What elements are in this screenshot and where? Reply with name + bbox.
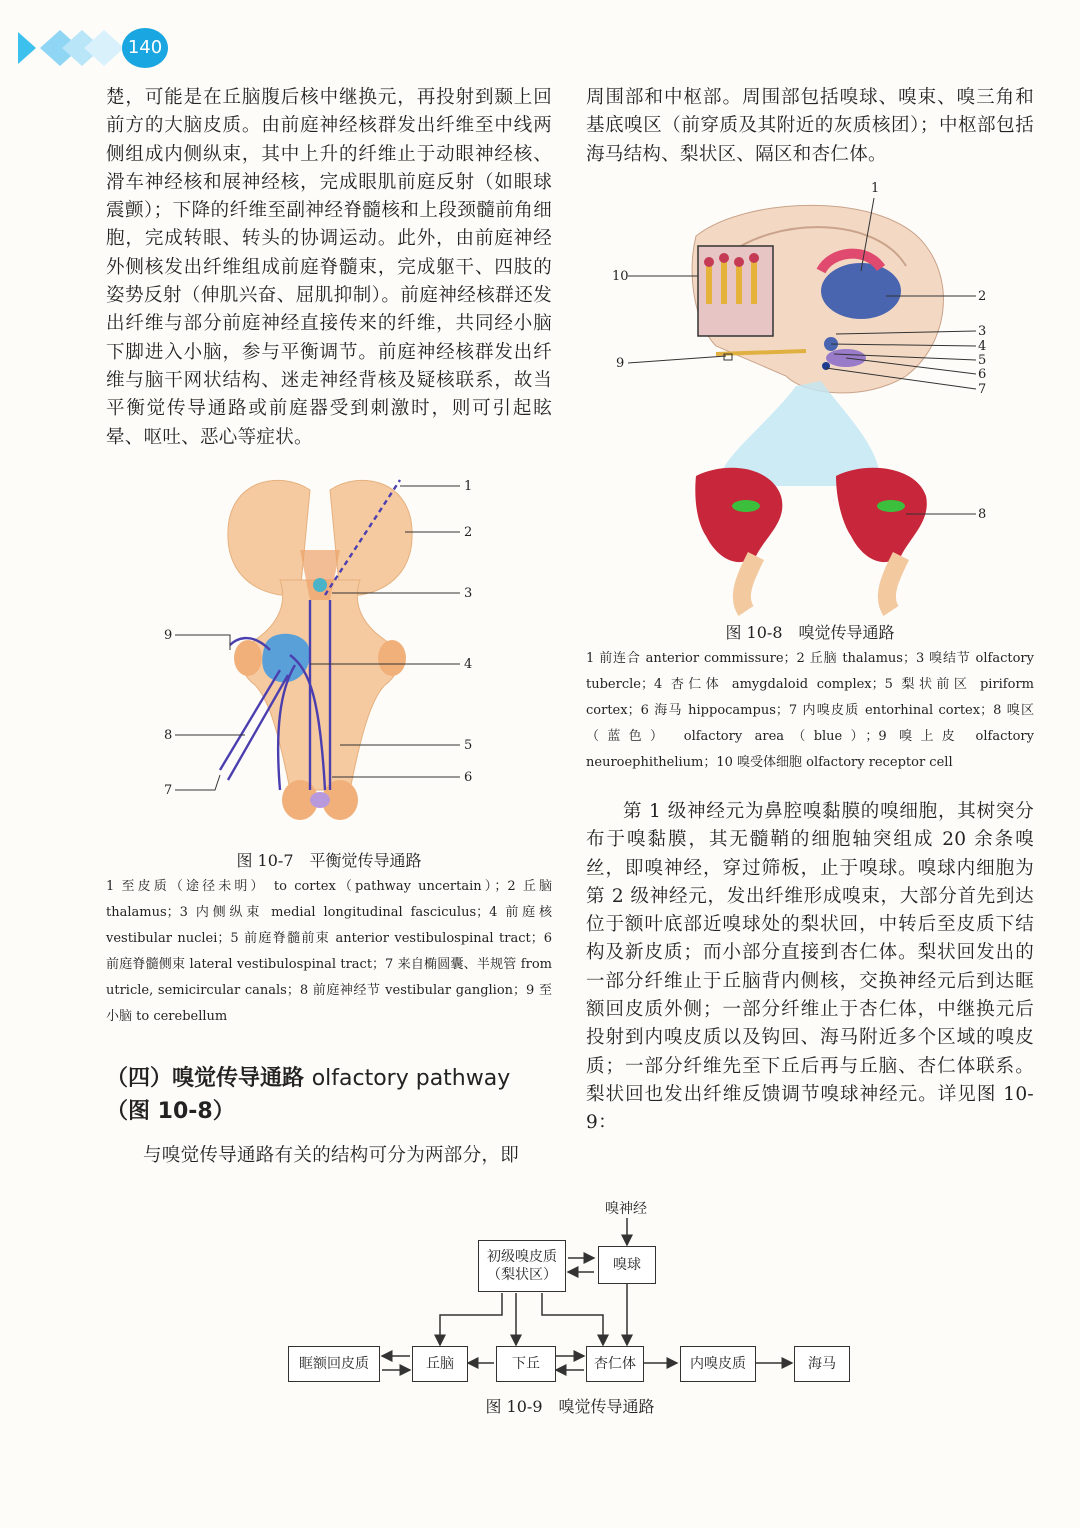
section-intro-text: 与嗅觉传导通路有关的结构可分为两部分，即 — [143, 1145, 520, 1166]
right-paragraph-2: 第 1 级神经元为鼻腔嗅黏膜的嗅细胞，其树突分布于嗅黏膜，其无髓鞘的细胞轴突组成 20 余条嗅丝，即嗅神经，穿过筛板，止于嗅球。嗅球内细胞为第 2 级神经元，发出纤维形成嗅束，大部分首先到达位于额叶底部近嗅球处的梨状回，中转后至皮质下结构及新皮质；而小部分直接到杏仁体。梨状回发出的一部分纤维止于丘脑背内侧核，交换神经元后到达眶额回皮质外侧；一部分纤维止于杏仁体，中继换元后投射到内嗅皮质以及钩回、海马附近多个区域的嗅皮质；一部分纤维先至下丘后再与丘脑、杏仁体联系。梨状回也发出纤维反馈调节嗅球神经元。详见图 10-9： — [586, 801, 1034, 1134]
section-heading — [106, 1062, 556, 1128]
fig7-label-4: 4 — [464, 657, 473, 672]
fig7-label-9: 9 — [164, 628, 173, 643]
figure-10-7-caption: 图 10-7 平衡觉传导通路 — [236, 851, 422, 870]
fig7-label-5: 5 — [464, 738, 473, 753]
right-column-body — [586, 84, 1034, 169]
fig8-label-6: 6 — [978, 367, 987, 382]
figure-10-9-caption: 图 10-9 嗅觉传导通路 — [485, 1397, 655, 1416]
fc-olfactory-bulb: 嗅球 — [598, 1246, 656, 1284]
fc-orbitofrontal-cortex: 眶额回皮质 — [288, 1346, 380, 1382]
fig7-label-6: 6 — [464, 770, 473, 785]
fc-thalamus: 丘脑 — [412, 1346, 468, 1382]
fig8-label-9: 9 — [616, 356, 625, 371]
figure-10-8-olfactory — [606, 176, 1006, 616]
fig8-label-5: 5 — [978, 353, 987, 368]
fig8-label-4: 4 — [978, 339, 987, 354]
fc-olfactory-nerve: 嗅神经 — [605, 1201, 647, 1217]
fig8-label-2: 2 — [978, 289, 987, 304]
left-column-body — [106, 84, 552, 452]
figure-10-7-brainstem — [160, 470, 480, 850]
fc-hypothalamus: 下丘 — [496, 1346, 556, 1382]
fc-hippocampus: 海马 — [794, 1346, 850, 1382]
fc-entorhinal-cortex: 内嗅皮质 — [680, 1346, 756, 1382]
fig7-label-2: 2 — [464, 525, 473, 540]
fig7-label-1: 1 — [464, 479, 473, 494]
fc-primary-cortex-label: 初级嗅皮质 — [487, 1249, 557, 1265]
figure-10-8-legend: 1 前连合 anterior commissure；2 丘脑 thalamus；3 嗅结节 olfactory tubercle；4 杏仁体 amygdaloid complex；5 梨状前区 piriform cortex；6 海马 hippocampus；7 内嗅皮质 entorhinal cortex；8 嗅区（蓝色） olfactory area（blue）；9 嗅上皮 olfactory neuroephithelium；10 嗅受体细胞 olfactory receptor cell — [586, 651, 1034, 770]
left-paragraph-1: 楚，可能是在丘脑腹后核中继换元，再投射到颞上回前方的大脑皮质。由前庭神经核群发出纤维至中线两侧组成内侧纵束，其中上升的纤维止于动眼神经核、滑车神经核和展神经核，完成眼肌前庭反射（如眼球震颤）；下降的纤维至副神经脊髓核和上段颈髓前角细胞，完成转眼、转头的协调运动。此外，由前庭神经外侧核发出纤维组成前庭脊髓束，完成躯干、四肢的姿势反射（伸肌兴奋、屈肌抑制）。前庭神经核群还发出纤维与部分前庭神经直接传来的纤维，共同经小脑下脚进入小脑，参与平衡调节。前庭神经核群发出纤维与脑干网状结构、迷走神经背核及疑核联系，故当平衡觉传导通路或前庭器受到刺激时，则可引起眩晕、呕吐、恶心等症状。 — [106, 87, 552, 448]
right-paragraph-1: 周围部和中枢部。周围部包括嗅球、嗅束、嗅三角和基底嗅区（前穿质及其附近的灰质核团）；中枢部包括海马结构、梨状区、隔区和杏仁体。 — [586, 87, 1034, 165]
fc-primary-olfactory-cortex — [478, 1240, 566, 1292]
section-intro — [106, 1142, 552, 1170]
fig8-label-7: 7 — [978, 382, 987, 397]
fc-amygdala: 杏仁体 — [586, 1346, 644, 1382]
fig8-label-10: 10 — [612, 269, 629, 284]
fig7-label-8: 8 — [164, 728, 173, 743]
section-heading-cn: （四）嗅觉传导通路 — [106, 1066, 305, 1091]
right-column-body-2 — [586, 798, 1034, 1138]
fig8-label-3: 3 — [978, 324, 987, 339]
fc-primary-cortex-sub: （梨状区） — [487, 1267, 557, 1283]
section-heading-ref: （图 10-8） — [106, 1099, 235, 1124]
fig8-label-1: 1 — [871, 181, 880, 196]
section-heading-en: olfactory pathway — [311, 1066, 511, 1091]
figure-10-8-caption: 图 10-8 嗅觉传导通路 — [725, 623, 895, 642]
page-number: 140 — [122, 28, 168, 68]
fig7-label-3: 3 — [464, 586, 473, 601]
figure-10-7-legend: 1 至皮质（途径未明） to cortex（pathway uncertain）；2 丘脑 thalamus；3 内侧纵束 medial longitudinal fasciculus；4 前庭核 vestibular nuclei；5 前庭脊髓前束 anterior vestibulospinal tract；6 前庭脊髓侧束 lateral vestibulospinal tract；7 来自椭圆囊、半规管 from utricle, semicircular canals；8 前庭神经节 vestibular ganglion；9 至小脑 to cerebellum — [106, 879, 552, 1024]
fig8-label-8: 8 — [978, 507, 987, 522]
fig7-label-7: 7 — [164, 783, 173, 798]
